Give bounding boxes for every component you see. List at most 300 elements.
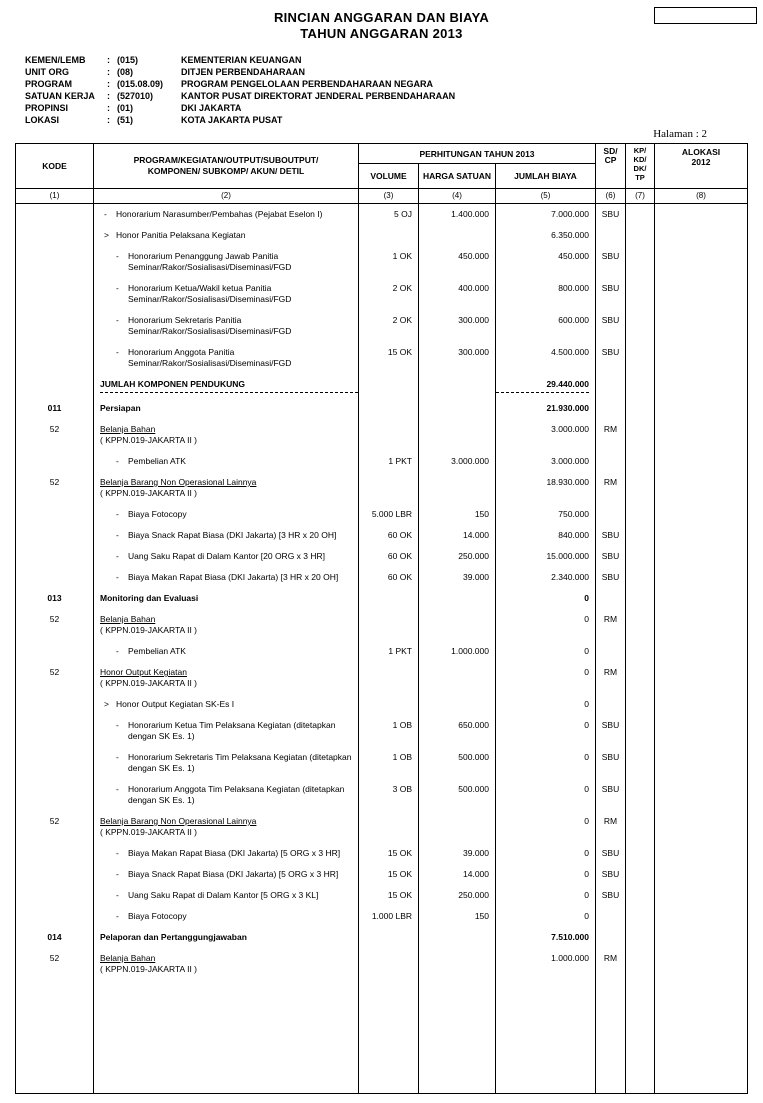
item-dash-icon: -: [116, 646, 119, 656]
col-header-perhitungan: PERHITUNGAN TAHUN 2013: [359, 144, 596, 164]
row-kode: 52: [16, 419, 94, 451]
budget-table: [15, 143, 748, 1094]
item-dash-icon: -: [116, 251, 119, 261]
item-dash-icon: -: [116, 720, 119, 730]
filler-cell-harga: [419, 980, 496, 1093]
row-jumlah-biaya: 0: [496, 843, 596, 864]
row-description-line: Biaya Makan Rapat Biasa (DKI Jakarta) [3 HR x 20 OH]: [128, 572, 339, 582]
row-kp-kd-dk-tp: [626, 885, 655, 906]
row-kp-kd-dk-tp: [626, 419, 655, 451]
row-jumlah-biaya: 18.930.000: [496, 472, 596, 504]
col-header-kd: KD/: [633, 155, 647, 164]
table-row: [16, 310, 747, 342]
row-description-lines: [128, 646, 358, 657]
row-description-line: Persiapan: [100, 403, 141, 413]
row-volume: 15 OK: [359, 342, 419, 374]
row-description-line: ( KPPN.019-JAKARTA II ): [100, 625, 197, 635]
table-row: [16, 567, 747, 588]
row-sd-cp: SBU: [596, 779, 626, 811]
row-jumlah-biaya: 7.000.000: [496, 204, 596, 225]
row-description-lines: [116, 209, 358, 220]
row-harga-satuan: 650.000: [419, 715, 496, 747]
row-description-lines: [128, 509, 358, 520]
row-sd-cp: SBU: [596, 546, 626, 567]
row-harga-satuan: [419, 398, 496, 419]
meta-value: KEMENTERIAN KEUANGAN: [181, 55, 302, 65]
row-description: [94, 811, 359, 843]
row-alokasi-2012: [655, 779, 747, 811]
row-volume: 60 OK: [359, 546, 419, 567]
row-kode: [16, 747, 94, 779]
row-description-lines: [128, 551, 358, 562]
row-jumlah-biaya: 0: [496, 864, 596, 885]
row-alokasi-2012: [655, 715, 747, 747]
row-alokasi-2012: [655, 927, 747, 948]
row-description: [94, 662, 359, 694]
table-row: [16, 204, 747, 225]
row-jumlah-biaya: 0: [496, 662, 596, 694]
row-description-line: Seminar/Rakor/Sosialisasi/Diseminasi/FGD: [128, 294, 292, 304]
row-harga-satuan: [419, 472, 496, 504]
row-description-lines: [128, 456, 358, 467]
title-line-2: TAHUN ANGGARAN 2013: [300, 26, 463, 41]
meta-value: DITJEN PERBENDAHARAAN: [181, 67, 306, 77]
row-kode: [16, 310, 94, 342]
row-kp-kd-dk-tp: [626, 609, 655, 641]
document-title: [0, 10, 763, 42]
row-volume: 15 OK: [359, 864, 419, 885]
row-jumlah-biaya: 2.340.000: [496, 567, 596, 588]
row-alokasi-2012: [655, 278, 747, 310]
row-kode: 52: [16, 811, 94, 843]
meta-code: (527010): [117, 91, 154, 101]
row-description: [94, 567, 359, 588]
col-header-harga-satuan: HARGA SATUAN: [419, 164, 496, 188]
meta-code: (015.08.09): [117, 79, 164, 89]
row-volume: 15 OK: [359, 885, 419, 906]
row-kode: [16, 567, 94, 588]
row-kp-kd-dk-tp: [626, 204, 655, 225]
row-kp-kd-dk-tp: [626, 843, 655, 864]
row-sd-cp: SBU: [596, 278, 626, 310]
row-sd-cp: SBU: [596, 747, 626, 779]
row-kp-kd-dk-tp: [626, 398, 655, 419]
row-kode: [16, 843, 94, 864]
row-description-line: Biaya Makan Rapat Biasa (DKI Jakarta) [5 ORG x 3 HR]: [128, 848, 341, 858]
meta-label: SATUAN KERJA: [25, 91, 95, 101]
row-description-lines: [100, 953, 358, 975]
row-alokasi-2012: [655, 906, 747, 927]
row-sd-cp: SBU: [596, 864, 626, 885]
column-number-7: (7): [626, 189, 655, 203]
row-sd-cp: SBU: [596, 715, 626, 747]
row-harga-satuan: 450.000: [419, 246, 496, 278]
row-harga-satuan: 250.000: [419, 546, 496, 567]
row-description: [94, 546, 359, 567]
table-row: [16, 906, 747, 927]
row-description-lines: [100, 816, 358, 838]
row-description-line: Pelaporan dan Pertanggungjawaban: [100, 932, 247, 942]
table-row: [16, 694, 747, 715]
row-kode: [16, 546, 94, 567]
col-header-kp-kd-dk-tp: [626, 144, 655, 188]
row-volume: 60 OK: [359, 567, 419, 588]
table-row: [16, 398, 747, 419]
col-header-alokasi-2012: [655, 144, 747, 188]
row-harga-satuan: 1.400.000: [419, 204, 496, 225]
row-description-line: Honorarium Sekretaris Tim Pelaksana Kegiatan (ditetapkan: [128, 752, 352, 762]
row-description: [94, 342, 359, 374]
filler-cell-kode: [16, 980, 94, 1093]
row-description: [94, 843, 359, 864]
table-row: [16, 641, 747, 662]
row-harga-satuan: [419, 948, 496, 980]
table-row: [16, 419, 747, 451]
row-harga-satuan: [419, 374, 496, 398]
row-volume: 5 OJ: [359, 204, 419, 225]
meta-label: LOKASI: [25, 115, 60, 125]
table-row: [16, 472, 747, 504]
row-volume: 2 OK: [359, 310, 419, 342]
row-harga-satuan: [419, 811, 496, 843]
filler-cell-alokasi: [655, 980, 747, 1093]
meta-row: [25, 114, 455, 126]
row-volume: [359, 398, 419, 419]
meta-separator: :: [107, 79, 110, 89]
table-row: [16, 278, 747, 310]
row-description: [94, 419, 359, 451]
meta-row: [25, 102, 455, 114]
row-sd-cp: [596, 504, 626, 525]
row-kode: 52: [16, 662, 94, 694]
row-kode: [16, 504, 94, 525]
row-description: [94, 885, 359, 906]
meta-separator: :: [107, 91, 110, 101]
row-alokasi-2012: [655, 246, 747, 278]
row-alokasi-2012: [655, 398, 747, 419]
row-harga-satuan: 14.000: [419, 864, 496, 885]
row-jumlah-biaya: 1.000.000: [496, 948, 596, 980]
row-jumlah-biaya: 6.350.000: [496, 225, 596, 246]
row-alokasi-2012: [655, 310, 747, 342]
row-kode: [16, 374, 94, 398]
row-kode: [16, 694, 94, 715]
col-header-cp: CP: [604, 155, 617, 165]
item-dash-icon: -: [116, 347, 119, 357]
row-sd-cp: RM: [596, 419, 626, 451]
row-alokasi-2012: [655, 374, 747, 398]
row-kode: [16, 885, 94, 906]
meta-value: KANTOR PUSAT DIREKTORAT JENDERAL PERBENDAHARAAN: [181, 91, 456, 101]
row-kode: [16, 715, 94, 747]
item-dash-icon: -: [116, 456, 119, 466]
row-alokasi-2012: [655, 204, 747, 225]
row-kode: 52: [16, 948, 94, 980]
row-alokasi-2012: [655, 843, 747, 864]
row-volume: [359, 927, 419, 948]
row-sd-cp: SBU: [596, 567, 626, 588]
row-jumlah-biaya: 450.000: [496, 246, 596, 278]
table-row: [16, 864, 747, 885]
page-number-label: Halaman : 2: [653, 128, 707, 140]
table-row: [16, 843, 747, 864]
row-harga-satuan: [419, 588, 496, 609]
row-harga-satuan: 3.000.000: [419, 451, 496, 472]
row-description: [94, 609, 359, 641]
item-dash-icon: -: [116, 551, 119, 561]
row-harga-satuan: 150: [419, 504, 496, 525]
row-harga-satuan: 500.000: [419, 747, 496, 779]
row-kp-kd-dk-tp: [626, 864, 655, 885]
row-description-line: Honorarium Ketua/Wakil ketua Panitia: [128, 283, 272, 293]
column-number-5: (5): [496, 189, 596, 203]
row-description-line: Honorarium Penanggung Jawab Panitia: [128, 251, 279, 261]
row-jumlah-biaya: 3.000.000: [496, 419, 596, 451]
row-harga-satuan: 500.000: [419, 779, 496, 811]
row-description-lines: [128, 283, 358, 305]
col-header-tp: TP: [635, 173, 645, 182]
row-description-lines: [128, 869, 358, 880]
row-description-lines: [128, 347, 358, 369]
row-volume: 5.000 LBR: [359, 504, 419, 525]
row-description-line: Seminar/Rakor/Sosialisasi/Diseminasi/FGD: [128, 358, 292, 368]
row-alokasi-2012: [655, 419, 747, 451]
row-description-line: Honorarium Anggota Panitia: [128, 347, 235, 357]
row-sd-cp: SBU: [596, 310, 626, 342]
row-kp-kd-dk-tp: [626, 694, 655, 715]
table-row: [16, 948, 747, 980]
row-description-line: Honorarium Narasumber/Pembahas (Pejabat Eselon I): [116, 209, 323, 219]
col-header-volume: VOLUME: [359, 164, 419, 188]
item-dash-icon: -: [104, 209, 107, 219]
table-row: [16, 546, 747, 567]
row-kode: 011: [16, 398, 94, 419]
row-kode: [16, 864, 94, 885]
row-description-line: dengan SK Es. 1): [128, 731, 195, 741]
table-row: [16, 779, 747, 811]
meta-separator: :: [107, 55, 110, 65]
row-volume: [359, 694, 419, 715]
row-description-line: Pembelian ATK: [128, 646, 186, 656]
row-description-lines: [100, 593, 358, 604]
row-description-line: Belanja Barang Non Operasional Lainnya: [100, 816, 257, 826]
row-harga-satuan: 14.000: [419, 525, 496, 546]
row-harga-satuan: 400.000: [419, 278, 496, 310]
table-row: [16, 374, 747, 398]
row-description-line: Monitoring dan Evaluasi: [100, 593, 199, 603]
row-sd-cp: SBU: [596, 342, 626, 374]
row-description: [94, 472, 359, 504]
row-kp-kd-dk-tp: [626, 342, 655, 374]
row-jumlah-biaya: 15.000.000: [496, 546, 596, 567]
row-alokasi-2012: [655, 225, 747, 246]
row-description: [94, 504, 359, 525]
row-description: [94, 948, 359, 980]
row-kp-kd-dk-tp: [626, 451, 655, 472]
col-header-kode: KODE: [16, 144, 94, 188]
meta-separator: :: [107, 67, 110, 77]
row-kp-kd-dk-tp: [626, 504, 655, 525]
row-description-line: Uang Saku Rapat di Dalam Kantor [5 ORG x 3 KL]: [128, 890, 319, 900]
group-arrow-icon: >: [104, 699, 109, 709]
row-description-line: JUMLAH KOMPONEN PENDUKUNG: [100, 379, 245, 389]
meta-code: (015): [117, 55, 139, 65]
row-volume: [359, 662, 419, 694]
meta-label: PROGRAM: [25, 79, 72, 89]
table-row: [16, 927, 747, 948]
row-alokasi-2012: [655, 525, 747, 546]
row-volume: 1 PKT: [359, 451, 419, 472]
row-description-line: ( KPPN.019-JAKARTA II ): [100, 678, 197, 688]
row-description-line: Honor Output Kegiatan SK-Es I: [116, 699, 235, 709]
row-kp-kd-dk-tp: [626, 662, 655, 694]
document-meta: [25, 54, 455, 126]
row-description: [94, 525, 359, 546]
row-jumlah-biaya: 750.000: [496, 504, 596, 525]
row-description-line: Belanja Bahan: [100, 424, 156, 434]
row-description-line: Honorarium Ketua Tim Pelaksana Kegiatan (ditetapkan: [128, 720, 336, 730]
row-kp-kd-dk-tp: [626, 246, 655, 278]
row-harga-satuan: 150: [419, 906, 496, 927]
row-alokasi-2012: [655, 864, 747, 885]
table-row: [16, 609, 747, 641]
col-header-jumlah-biaya: JUMLAH BIAYA: [496, 164, 596, 188]
row-jumlah-biaya: 0: [496, 588, 596, 609]
col-header-sd: SD/: [603, 146, 618, 156]
meta-label: PROPINSI: [25, 103, 69, 113]
row-sd-cp: RM: [596, 948, 626, 980]
row-description: [94, 694, 359, 715]
table-row: [16, 747, 747, 779]
row-alokasi-2012: [655, 546, 747, 567]
col-header-program-line1: PROGRAM/KEGIATAN/OUTPUT/SUBOUTPUT/: [133, 155, 319, 165]
item-dash-icon: -: [116, 315, 119, 325]
row-sd-cp: SBU: [596, 885, 626, 906]
row-volume: 2 OK: [359, 278, 419, 310]
row-kp-kd-dk-tp: [626, 546, 655, 567]
col-header-dk: DK/: [633, 164, 647, 173]
row-kp-kd-dk-tp: [626, 472, 655, 504]
meta-value: DKI JAKARTA: [181, 103, 242, 113]
row-description: [94, 864, 359, 885]
row-description: [94, 225, 359, 246]
column-number-2: (2): [94, 189, 359, 203]
row-harga-satuan: 250.000: [419, 885, 496, 906]
row-kp-kd-dk-tp: [626, 906, 655, 927]
table-row: [16, 246, 747, 278]
row-alokasi-2012: [655, 811, 747, 843]
row-jumlah-biaya: 0: [496, 885, 596, 906]
row-jumlah-biaya: 800.000: [496, 278, 596, 310]
filler-cell-sdcp: [596, 980, 626, 1093]
row-description: [94, 715, 359, 747]
row-jumlah-biaya: 29.440.000: [496, 374, 596, 398]
table-row: [16, 811, 747, 843]
row-harga-satuan: 300.000: [419, 342, 496, 374]
row-volume: 1 OB: [359, 715, 419, 747]
row-description-lines: [128, 315, 358, 337]
table-row: [16, 451, 747, 472]
row-kode: [16, 451, 94, 472]
column-number-3: (3): [359, 189, 419, 203]
row-kp-kd-dk-tp: [626, 525, 655, 546]
row-kode: [16, 278, 94, 310]
row-sd-cp: RM: [596, 609, 626, 641]
row-description: [94, 310, 359, 342]
row-description-line: Biaya Snack Rapat Biasa (DKI Jakarta) [3 HR x 20 OH]: [128, 530, 337, 540]
row-harga-satuan: 300.000: [419, 310, 496, 342]
row-sd-cp: [596, 225, 626, 246]
row-alokasi-2012: [655, 948, 747, 980]
filler-cell-volume: [359, 980, 419, 1093]
row-description: [94, 451, 359, 472]
row-kp-kd-dk-tp: [626, 948, 655, 980]
row-harga-satuan: [419, 927, 496, 948]
filler-cell-jumlah: [496, 980, 596, 1093]
row-kode: 013: [16, 588, 94, 609]
dashed-rule: [100, 392, 358, 393]
row-description-lines: [100, 403, 358, 414]
row-kode: [16, 225, 94, 246]
row-kp-kd-dk-tp: [626, 779, 655, 811]
row-sd-cp: SBU: [596, 204, 626, 225]
row-description-lines: [100, 614, 358, 636]
table-row: [16, 525, 747, 546]
row-jumlah-biaya: 0: [496, 747, 596, 779]
row-description-lines: [100, 424, 358, 446]
row-volume: [359, 811, 419, 843]
row-description: [94, 246, 359, 278]
row-alokasi-2012: [655, 885, 747, 906]
row-description-lines: [100, 932, 358, 943]
row-description-lines: [128, 890, 358, 901]
item-dash-icon: -: [116, 869, 119, 879]
row-alokasi-2012: [655, 504, 747, 525]
row-description-lines: [128, 720, 358, 742]
row-description: [94, 278, 359, 310]
row-description-lines: [116, 699, 358, 710]
row-volume: 1 OB: [359, 747, 419, 779]
row-harga-satuan: 1.000.000: [419, 641, 496, 662]
row-sd-cp: [596, 398, 626, 419]
row-description-lines: [128, 251, 358, 273]
row-description: [94, 779, 359, 811]
row-description-line: Seminar/Rakor/Sosialisasi/Diseminasi/FGD: [128, 262, 292, 272]
row-sd-cp: [596, 927, 626, 948]
row-harga-satuan: [419, 694, 496, 715]
row-jumlah-biaya: 21.930.000: [496, 398, 596, 419]
item-dash-icon: -: [116, 784, 119, 794]
row-description-lines: [128, 784, 358, 806]
row-alokasi-2012: [655, 342, 747, 374]
row-kode: [16, 525, 94, 546]
table-row: [16, 885, 747, 906]
meta-label: KEMEN/LEMB: [25, 55, 86, 65]
col-header-alokasi-line1: ALOKASI: [681, 147, 721, 157]
row-jumlah-biaya: 840.000: [496, 525, 596, 546]
row-harga-satuan: 39.000: [419, 843, 496, 864]
row-description-line: dengan SK Es. 1): [128, 795, 195, 805]
column-number-6: (6): [596, 189, 626, 203]
column-number-8: (8): [696, 191, 706, 200]
row-description: [94, 204, 359, 225]
table-body: [16, 204, 747, 980]
col-header-program-line2: KOMPONEN/ SUBKOMP/ AKUN/ DETIL: [147, 166, 305, 176]
row-kp-kd-dk-tp: [626, 310, 655, 342]
row-jumlah-biaya: 0: [496, 694, 596, 715]
row-description: [94, 398, 359, 419]
row-description-line: Belanja Bahan: [100, 953, 156, 963]
